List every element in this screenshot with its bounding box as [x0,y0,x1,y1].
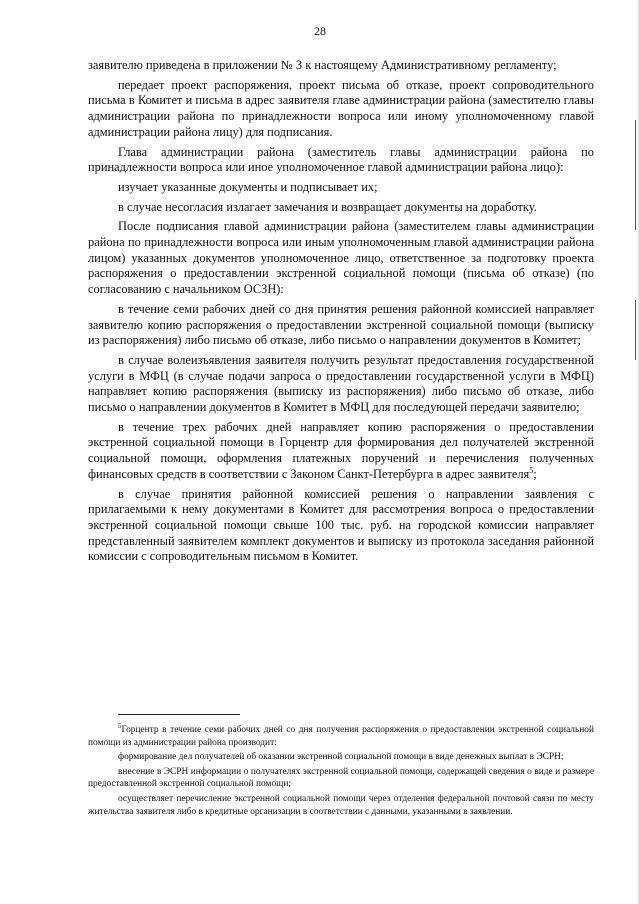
footnote-text: Горцентр в течение семи рабочих дней со дня получения распоряжения о предоставлении экстренной социальной помощи из администрации района производит: [88,725,594,748]
paragraph: изучает указанные документы и подписывает их; [118,179,378,194]
footnote-item: осуществляет перечисление экстренной социальной помощи через отделения федеральной почтовой связи по месту жительства заявителя либо в кредитные организации в соответствии с данными, указанными в заявлении. [88,793,594,817]
paragraph: в случае волеизъявления заявителя получить результат предоставления государственной услуги в МФЦ (в случае подачи запроса о предоставлении государственной услуги в МФЦ) направляет копию распоряжения (выписку из распоряжения) либо письмо об отказе, либо письмо о направлении документов в Комитет в МФЦ для последующей передачи заявителю; [88,352,594,415]
paragraph: После подписания главой администрации района (заместителем главы администрации района по принадлежности вопроса или иным уполномоченным главой администрации района лицом) указанных документов уполномоченное лицо, ответственное за подготовку проекта распоряжения о предоставлении экстренной социальной помощи (письма об отказе) (по согласованию с начальником ОСЗН): [88,219,594,297]
paragraph: передает проект распоряжения, проект письма об отказе, проект сопроводительного письма в Комитет и письма в адрес заявителя главе администрации района (заместителю главы администрации района по принадлежности вопроса или иному уполномоченному главой администрации района лицу) для подписания. [88,77,594,139]
footnotes [88,721,594,820]
footnote-reference: 5 [529,465,534,475]
footnote-marker: 5 [118,721,122,730]
paragraph: заявителю приведена в приложении № 3 к настоящему Административному регламенту; [88,58,557,72]
paragraph: в течение семи рабочих дней со дня принятия решения районной комиссией направляет заявителю копию распоряжения о предоставлении экстренной социальной помощи (выписку из распоряжения) либо письмо об отказе, либо письмо о направлении документов в Комитет; [88,301,594,348]
footnote-item: внесение в ЭСРН информации о получателях экстренной социальной помощи, содержащей сведения о виде и размере предоставленной экстренной социальной помощи; [88,766,594,790]
footnote-item: формирование дел получателей об оказании экстренной социальной помощи в виде денежных выплат в ЭСРН; [118,752,564,763]
footnote-separator [118,714,240,715]
page-number: 28 [314,24,326,38]
paragraph: в случае несогласия излагает замечания и возвращает документы на доработку. [118,199,537,214]
scan-edge-mark [635,300,636,360]
paragraph: в случае принятия районной комиссией решения о направлении заявления с прилагаемыми к нему документами в Комитет для рассмотрения вопроса о предоставлении экстренной социальной помощи свыше 100 тыс. руб. на городской комиссии направляет представленный заявителем комплект документов и выписку из протокола заседания районной комиссии с сопроводительным письмом в Комитет. [88,486,594,564]
scan-edge-mark [635,120,636,230]
paragraph: Глава администрации района (заместитель главы администрации района по принадлежности вопроса или иное уполномоченное главой администрации района лицо): [88,144,594,175]
paragraph-text: в течение трех рабочих дней направляет копию распоряжения о предоставлении экстренной социальной помощи в Горцентр для формирования дел получателей экстренной социальной помощи, оформления платежных поручений и перечисления полученных финансовых средств в соответствии с Законом Санкт-Петербурга в адрес заявителя [88,419,594,481]
paragraph-with-footnote [88,420,594,483]
footnote [88,721,594,749]
body-text [88,58,594,569]
paragraph-tail: ; [533,466,537,481]
